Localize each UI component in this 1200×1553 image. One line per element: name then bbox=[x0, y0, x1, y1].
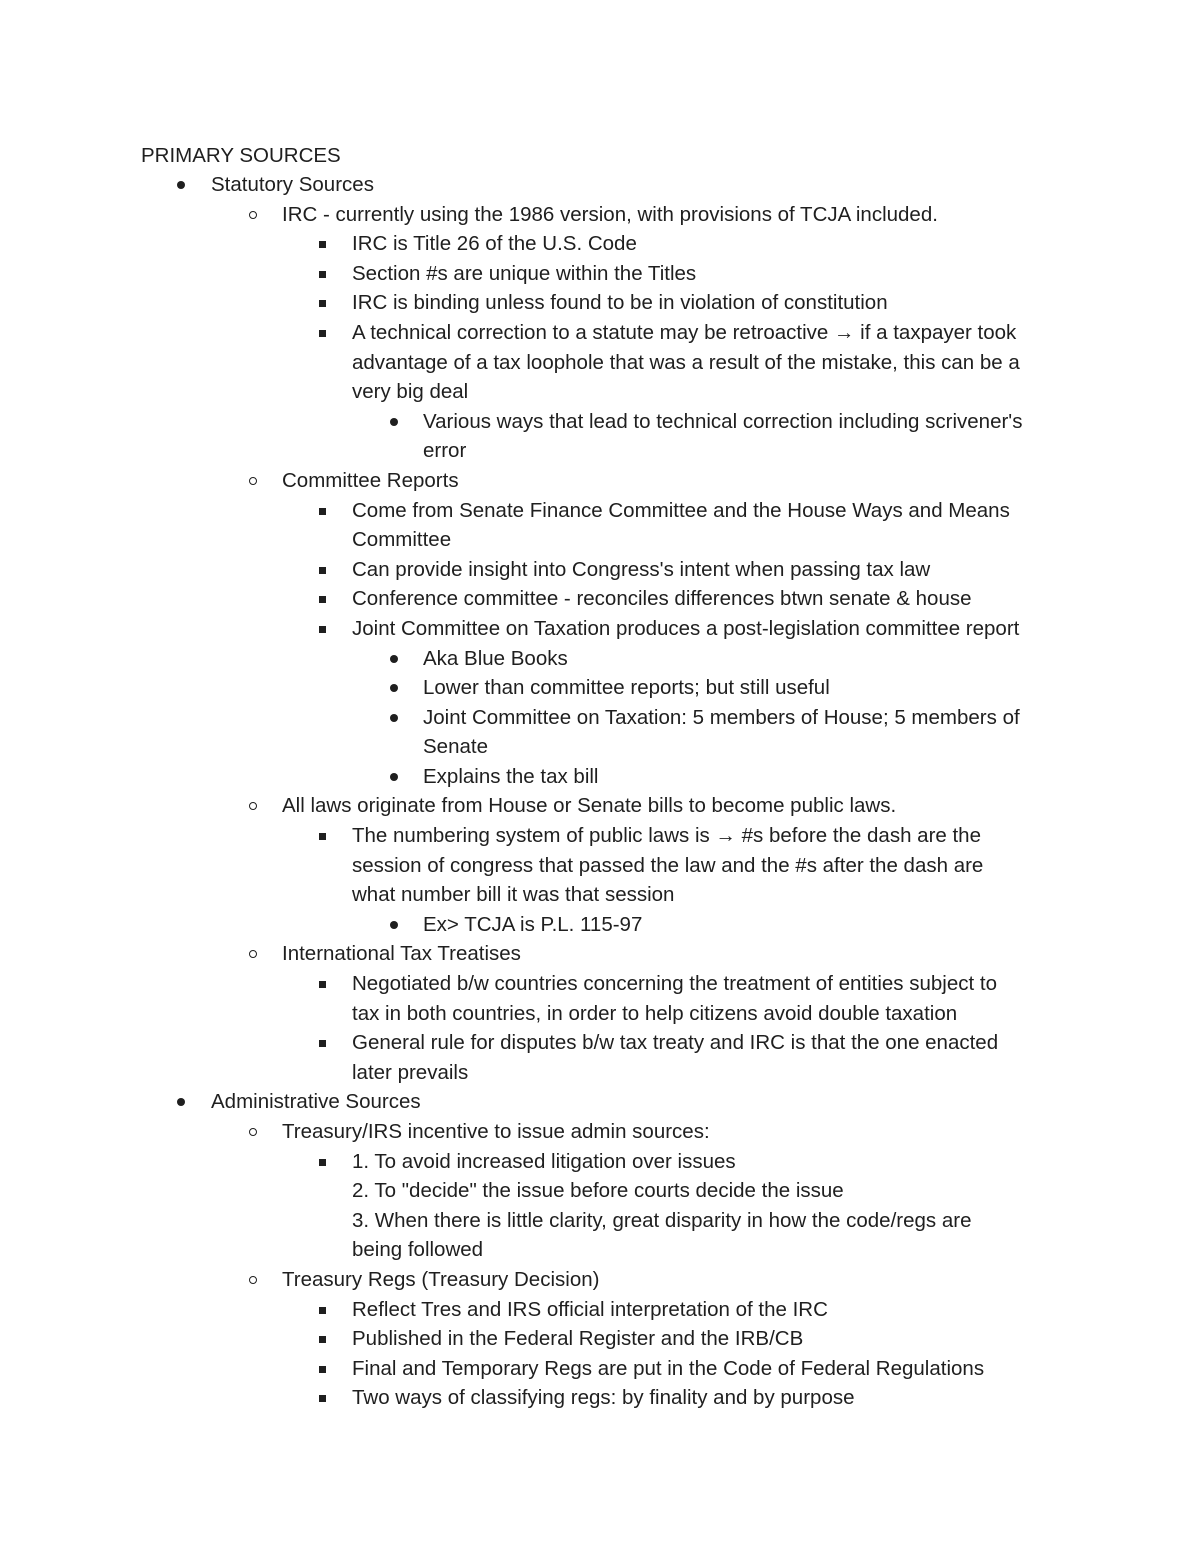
square-bullet-icon bbox=[316, 1295, 330, 1325]
list-item-text: Ex> TCJA is P.L. 115-97 bbox=[423, 912, 643, 936]
list-item-text: Reflect Tres and IRS official interpretation of the IRC bbox=[352, 1297, 828, 1321]
square-bullet-icon bbox=[316, 614, 330, 644]
list-item bbox=[0, 584, 1200, 614]
disc-bullet-icon bbox=[388, 703, 402, 733]
square-bullet-icon bbox=[316, 1147, 330, 1177]
list-item-text: tax in both countries, in order to help citizens avoid double taxation bbox=[352, 1001, 958, 1025]
list-item bbox=[0, 555, 1200, 585]
list-item bbox=[0, 200, 1200, 230]
list-item bbox=[0, 1354, 1200, 1384]
list-item bbox=[0, 259, 1200, 289]
list-item-text: Lower than committee reports; but still useful bbox=[423, 676, 830, 700]
list-item-text: Can provide insight into Congress's intent when passing tax law bbox=[352, 557, 931, 581]
list-item bbox=[0, 496, 1200, 526]
list-item-text: A technical correction to a statute may be retroactive → if a taxpayer took bbox=[352, 320, 1017, 344]
list-item bbox=[0, 1087, 1200, 1117]
list-item bbox=[0, 762, 1200, 792]
list-item-text: very big deal bbox=[352, 380, 469, 404]
square-bullet-icon bbox=[316, 821, 330, 851]
list-item bbox=[0, 1295, 1200, 1325]
page-heading: PRIMARY SOURCES bbox=[141, 144, 341, 167]
list-item bbox=[0, 791, 1200, 821]
square-bullet-icon bbox=[316, 1383, 330, 1413]
list-item-continuation bbox=[0, 525, 1200, 555]
square-bullet-icon bbox=[316, 1324, 330, 1354]
list-item bbox=[0, 644, 1200, 674]
list-item-text: 1. To avoid increased litigation over issues bbox=[352, 1149, 736, 1173]
circle-bullet-icon bbox=[247, 1117, 261, 1147]
square-bullet-icon bbox=[316, 1354, 330, 1384]
list-item bbox=[0, 229, 1200, 259]
list-item-text: Explains the tax bill bbox=[423, 764, 599, 788]
list-item-text: 3. When there is little clarity, great disparity in how the code/regs are bbox=[352, 1208, 972, 1232]
list-item bbox=[0, 318, 1200, 348]
list-item-continuation bbox=[0, 1058, 1200, 1088]
square-bullet-icon bbox=[316, 496, 330, 526]
list-item-continuation bbox=[0, 377, 1200, 407]
list-item-text: Statutory Sources bbox=[211, 173, 374, 196]
list-item-continuation bbox=[0, 1206, 1200, 1236]
list-item bbox=[0, 288, 1200, 318]
list-item-text: advantage of a tax loophole that was a result of the mistake, this can be a bbox=[352, 350, 1020, 374]
square-bullet-icon bbox=[316, 969, 330, 999]
circle-bullet-icon bbox=[247, 1265, 261, 1295]
list-item-continuation bbox=[0, 436, 1200, 466]
list-item bbox=[0, 1117, 1200, 1147]
square-bullet-icon bbox=[316, 288, 330, 318]
list-item bbox=[0, 614, 1200, 644]
list-item-text: Various ways that lead to technical correction including scrivener's bbox=[423, 409, 1023, 433]
disc-bullet-icon bbox=[388, 762, 402, 792]
list-item bbox=[0, 673, 1200, 703]
list-item-text: Committee Reports bbox=[282, 468, 459, 492]
list-item-continuation bbox=[0, 851, 1200, 881]
list-item-text: Treasury/IRS incentive to issue admin sources: bbox=[282, 1120, 710, 1143]
list-item bbox=[0, 466, 1200, 496]
square-bullet-icon bbox=[316, 318, 330, 348]
list-item-text: later prevails bbox=[352, 1060, 469, 1084]
list-item bbox=[0, 1028, 1200, 1058]
list-item bbox=[0, 910, 1200, 940]
list-item bbox=[0, 821, 1200, 851]
list-item-continuation bbox=[0, 1235, 1200, 1265]
disc-bullet-icon bbox=[175, 170, 189, 200]
list-item-text: Administrative Sources bbox=[211, 1090, 421, 1114]
outline-list bbox=[0, 170, 1200, 1413]
list-item-text: error bbox=[423, 439, 467, 463]
list-item-text: The numbering system of public laws is → #s before the dash are the bbox=[352, 824, 981, 848]
disc-bullet-icon bbox=[388, 910, 402, 940]
list-item bbox=[0, 939, 1200, 969]
list-item bbox=[0, 170, 1200, 200]
list-item-text: Conference committee - reconciles differences btwn senate & house bbox=[352, 587, 972, 611]
list-item-text: IRC is Title 26 of the U.S. Code bbox=[352, 232, 637, 256]
list-item-text: session of congress that passed the law and the #s after the dash are bbox=[352, 853, 984, 877]
list-item bbox=[0, 1265, 1200, 1295]
list-item-text: Final and Temporary Regs are put in the Code of Federal Regulations bbox=[352, 1356, 985, 1380]
disc-bullet-icon bbox=[388, 673, 402, 703]
list-item-text: General rule for disputes b/w tax treaty and IRC is that the one enacted bbox=[352, 1031, 999, 1055]
list-item-text: Joint Committee on Taxation produces a post-legislation committee report bbox=[352, 616, 1020, 640]
square-bullet-icon bbox=[316, 259, 330, 289]
square-bullet-icon bbox=[316, 229, 330, 259]
circle-bullet-icon bbox=[247, 466, 261, 496]
circle-bullet-icon bbox=[247, 939, 261, 969]
list-item-continuation bbox=[0, 999, 1200, 1029]
list-item-text: Senate bbox=[423, 735, 488, 759]
list-item-text: All laws originate from House or Senate bills to become public laws. bbox=[282, 794, 897, 818]
list-item bbox=[0, 703, 1200, 733]
list-item-text: Treasury Regs (Treasury Decision) bbox=[282, 1267, 600, 1291]
list-item-continuation bbox=[0, 880, 1200, 910]
square-bullet-icon bbox=[316, 584, 330, 614]
list-item-text: Section #s are unique within the Titles bbox=[352, 261, 697, 285]
circle-bullet-icon bbox=[247, 200, 261, 230]
disc-bullet-icon bbox=[175, 1087, 189, 1117]
list-item bbox=[0, 407, 1200, 437]
list-item-text: Committee bbox=[352, 528, 452, 552]
list-item bbox=[0, 1147, 1200, 1177]
square-bullet-icon bbox=[316, 555, 330, 585]
list-item bbox=[0, 1383, 1200, 1413]
list-item-text: Negotiated b/w countries concerning the treatment of entities subject to bbox=[352, 972, 997, 996]
list-item bbox=[0, 1324, 1200, 1354]
list-item-continuation bbox=[0, 1176, 1200, 1206]
list-item-text: what number bill it was that session bbox=[352, 883, 675, 907]
list-item-text: 2. To "decide" the issue before courts decide the issue bbox=[352, 1179, 844, 1203]
list-item-continuation bbox=[0, 732, 1200, 762]
list-item-text: Aka Blue Books bbox=[423, 646, 568, 670]
list-item-continuation bbox=[0, 348, 1200, 378]
list-item-text: Joint Committee on Taxation: 5 members of House; 5 members of bbox=[423, 705, 1020, 729]
list-item-text: Two ways of classifying regs: by finality and by purpose bbox=[352, 1386, 855, 1410]
list-item-text: IRC is binding unless found to be in violation of constitution bbox=[352, 291, 888, 315]
square-bullet-icon bbox=[316, 1028, 330, 1058]
disc-bullet-icon bbox=[388, 644, 402, 674]
list-item-text: Published in the Federal Register and the IRB/CB bbox=[352, 1327, 804, 1351]
list-item-text: International Tax Treatises bbox=[282, 942, 521, 966]
list-item bbox=[0, 969, 1200, 999]
list-item-text: being followed bbox=[352, 1238, 484, 1262]
circle-bullet-icon bbox=[247, 791, 261, 821]
list-item-text: Come from Senate Finance Committee and the House Ways and Means bbox=[352, 498, 1010, 522]
disc-bullet-icon bbox=[388, 407, 402, 437]
list-item-text: IRC - currently using the 1986 version, with provisions of TCJA included. bbox=[282, 202, 938, 226]
